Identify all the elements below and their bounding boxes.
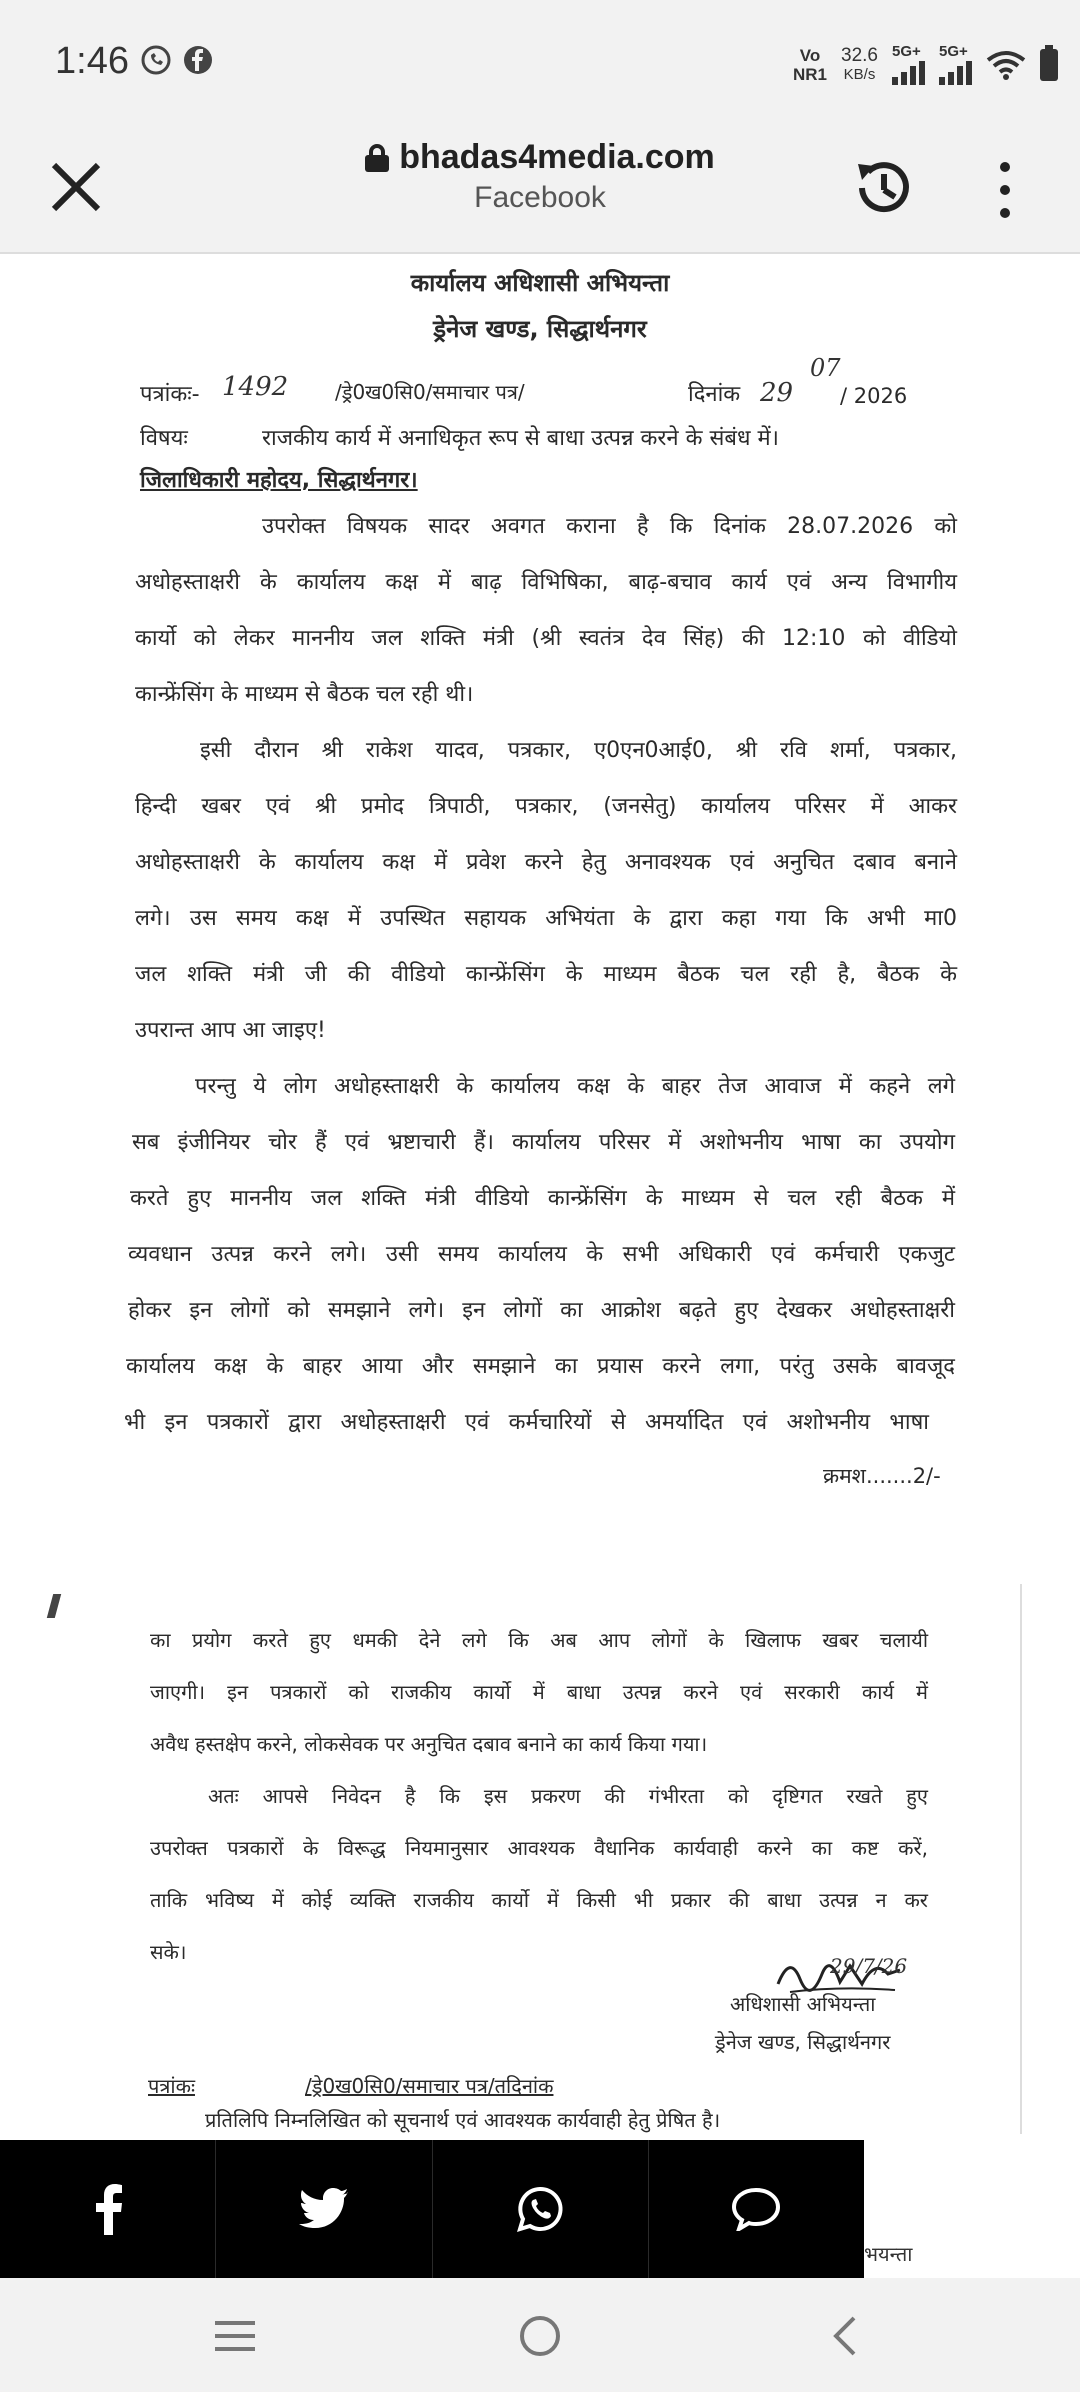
address-bar[interactable] xyxy=(300,138,780,215)
system-nav-bar xyxy=(0,2278,1080,2392)
share-whatsapp-button[interactable] xyxy=(433,2140,649,2278)
page2-line-6: ताकि भविष्य में कोई व्यक्ति राजकीय कार्यो में किसी भी प्रकार की बाधा उत्पन्न न कर xyxy=(150,1888,928,1912)
para2-line-1: इसी दौरान श्री राकेश यादव, पत्रकार, ए0एन0आई0, श्री रवि शर्मा, पत्रकार, xyxy=(200,738,957,763)
doc-heading-2: ड्रेनेज खण्ड, सिद्धार्थनगर xyxy=(433,315,647,343)
recents-icon xyxy=(213,2318,257,2354)
comment-icon xyxy=(731,2187,781,2231)
ref-label: पत्रांकः- xyxy=(140,382,200,407)
date-year: / 2026 xyxy=(840,384,908,408)
para2-line-2: हिन्दी खबर एवं श्री प्रमोद त्रिपाठी, पत्रकार, (जनसेतु) कार्यालय परिसर में आकर xyxy=(135,794,957,819)
twitter-icon xyxy=(299,2188,349,2230)
para1-line-4: कान्फ्रेंसिंग के माध्यम से बैठक चल रही थी। xyxy=(135,682,474,707)
para3-line-4: व्यवधान उत्पन्न करने लगे। उसी समय कार्यालय के सभी अधिकारी एवं कर्मचारी एकजुट xyxy=(128,1242,955,1267)
status-time: 1:46 xyxy=(55,40,129,82)
share-facebook-button[interactable] xyxy=(0,2140,216,2278)
source-label: Facebook xyxy=(474,181,606,214)
home-icon xyxy=(518,2314,562,2358)
para3-line-3: करते हुए माननीय जल शक्ति मंत्री वीडियो कान्फ्रेंसिंग के माध्यम से चल रही बैठक में xyxy=(130,1186,955,1211)
page2-line-4: अतः आपसे निवेदन है कि इस प्रकरण की गंभीरता को दृष्टिगत रखते हुए xyxy=(208,1784,928,1808)
lock-icon xyxy=(365,144,389,172)
wifi-icon xyxy=(986,50,1026,80)
facebook-icon xyxy=(93,2183,123,2235)
close-icon[interactable] xyxy=(46,157,106,217)
page2-line-7: सके। xyxy=(150,1940,187,1964)
para3-line-1: परन्तु ये लोग अधोहस्ताक्षरी के कार्यालय कक्ष के बाहर तेज आवाज में कहने लगे xyxy=(195,1074,955,1099)
date-label: दिनांक xyxy=(688,382,741,407)
url-text: bhadas4media.com xyxy=(399,138,715,176)
date-day: 29 xyxy=(760,378,794,408)
para3-line-2: सब इंजीनियर चोर हैं एवं भ्रष्टाचारी हैं। कार्यालय परिसर में अशोभनीय भाषा का उपयोग xyxy=(132,1130,955,1155)
page2-line-1: का प्रयोग करते हुए धमकी देने लगे कि अब आप लोगों के खिलाफ खबर चलायी xyxy=(150,1628,928,1652)
network-speed: 32.6 KB/s xyxy=(841,44,878,83)
document-peek xyxy=(864,2140,1080,2278)
whatsapp-icon xyxy=(516,2185,564,2233)
signatory-title: अधिशासी अभियन्ता xyxy=(730,1992,876,2016)
para2-line-3: अधोहस्ताक्षरी के कार्यालय कक्ष में प्रवेश करने हेतु अनावश्यक एवं अनुचित दबाव बनाने xyxy=(135,850,957,875)
signatory-office: ड्रेनेज खण्ड, सिद्धार्थनगर xyxy=(715,2030,891,2054)
page2-line-2: जाएगी। इन पत्रकारों को राजकीय कार्यो में बाधा उत्पन्न करने एवं सरकारी कार्य में xyxy=(150,1680,928,1704)
para2-line-6: उपरान्त आप आ जाइए! xyxy=(135,1018,326,1043)
status-indicators xyxy=(793,44,1058,85)
back-button[interactable] xyxy=(815,2306,875,2366)
continued-mark: क्रमश.......2/- xyxy=(823,1464,941,1488)
document-image xyxy=(0,254,1080,2134)
status-notification-icons xyxy=(140,44,214,76)
whatsapp-notification-icon xyxy=(140,44,172,76)
recents-button[interactable] xyxy=(205,2306,265,2366)
partial-sign-text: भयन्ता xyxy=(864,2242,913,2266)
more-options-icon[interactable] xyxy=(990,162,1020,218)
browser-toolbar xyxy=(0,130,1080,254)
para3-line-6: कार्यालय कक्ष के बाहर आया और समझाने का प्रयास करने लगा, परंतु उसके बावजूद xyxy=(126,1354,955,1379)
share-comment-button[interactable] xyxy=(649,2140,864,2278)
subject-label: विषयः xyxy=(140,426,188,451)
date-month: 07 xyxy=(810,354,841,382)
addressee: जिलाधिकारी महोदय, सिद्धार्थनगर। xyxy=(140,468,418,493)
page2-line-3: अवैध हस्तक्षेप करने, लोकसेवक पर अनुचित दबाव बनाने का कार्य किया गया। xyxy=(150,1732,708,1756)
share-twitter-button[interactable] xyxy=(216,2140,432,2278)
para2-line-5: जल शक्ति मंत्री जी की वीडियो कान्फ्रेंसिंग के माध्यम बैठक चल रही है, बैठक के xyxy=(135,962,957,987)
history-icon[interactable] xyxy=(848,152,920,224)
home-button[interactable] xyxy=(510,2306,570,2366)
para1-line-2: अधोहस्ताक्षरी के कार्यालय कक्ष में बाढ़ विभिषिका, बाढ़-बचाव कार्य एवं अन्य विभागीय xyxy=(135,570,957,595)
facebook-notification-icon xyxy=(182,44,214,76)
doc-heading-1: कार्यालय अधिशासी अभियन्ता xyxy=(410,269,670,297)
signal-2-icon: 5G+ xyxy=(939,44,972,85)
signature-date: 29/7/26 xyxy=(830,1954,908,1978)
ref2-label: पत्रांकः xyxy=(148,2074,195,2098)
para3-line-5: होकर इन लोगों को समझाने लगे। इन लोगों का आक्रोश बढ़ते हुए देखकर अधोहस्ताक्षरी xyxy=(128,1298,955,1323)
volte-indicator: Vo NR1 xyxy=(793,45,828,84)
status-bar xyxy=(0,0,1080,130)
ref2-text: /ड्रे0ख0सि0/समाचार पत्र/तदिनांक xyxy=(305,2074,554,2098)
ref-number: 1492 xyxy=(222,372,289,402)
para2-line-4: लगे। उस समय कक्ष में उपस्थित सहायक अभियंता के द्वारा कहा गया कि अभी मा0 xyxy=(135,906,957,931)
para1-line-3: कार्यो को लेकर माननीय जल शक्ति मंत्री (श्री स्वतंत्र देव सिंह) की 12:10 को वीडियो xyxy=(135,626,957,651)
share-bar xyxy=(0,2140,864,2278)
battery-icon xyxy=(1040,49,1058,81)
back-icon xyxy=(830,2314,860,2358)
signal-1-icon: 5G+ xyxy=(892,44,925,85)
para3-line-7: भी इन पत्रकारों द्वारा अधोहस्ताक्षरी एवं कर्मचारियों से अमर्यादित एवं अशोभनीय भाषा xyxy=(124,1410,929,1435)
ref-suffix: /ड्रे0ख0सि0/समाचार पत्र/ xyxy=(335,380,525,404)
copy-text: प्रतिलिपि निम्नलिखित को सूचनार्थ एवं आवश्यक कार्यवाही हेतु प्रेषित है। xyxy=(205,2108,721,2132)
para1-line-1: उपरोक्त विषयक सादर अवगत कराना है कि दिनांक 28.07.2026 को xyxy=(262,514,957,539)
subject-text: राजकीय कार्य में अनाधिकृत रूप से बाधा उत्पन्न करने के संबंध में। xyxy=(262,426,779,451)
page2-line-5: उपरोक्त पत्रकारों के विरूद्ध नियमानुसार आवश्यक वैधानिक कार्यवाही करने का कष्ट करें, xyxy=(150,1836,928,1860)
